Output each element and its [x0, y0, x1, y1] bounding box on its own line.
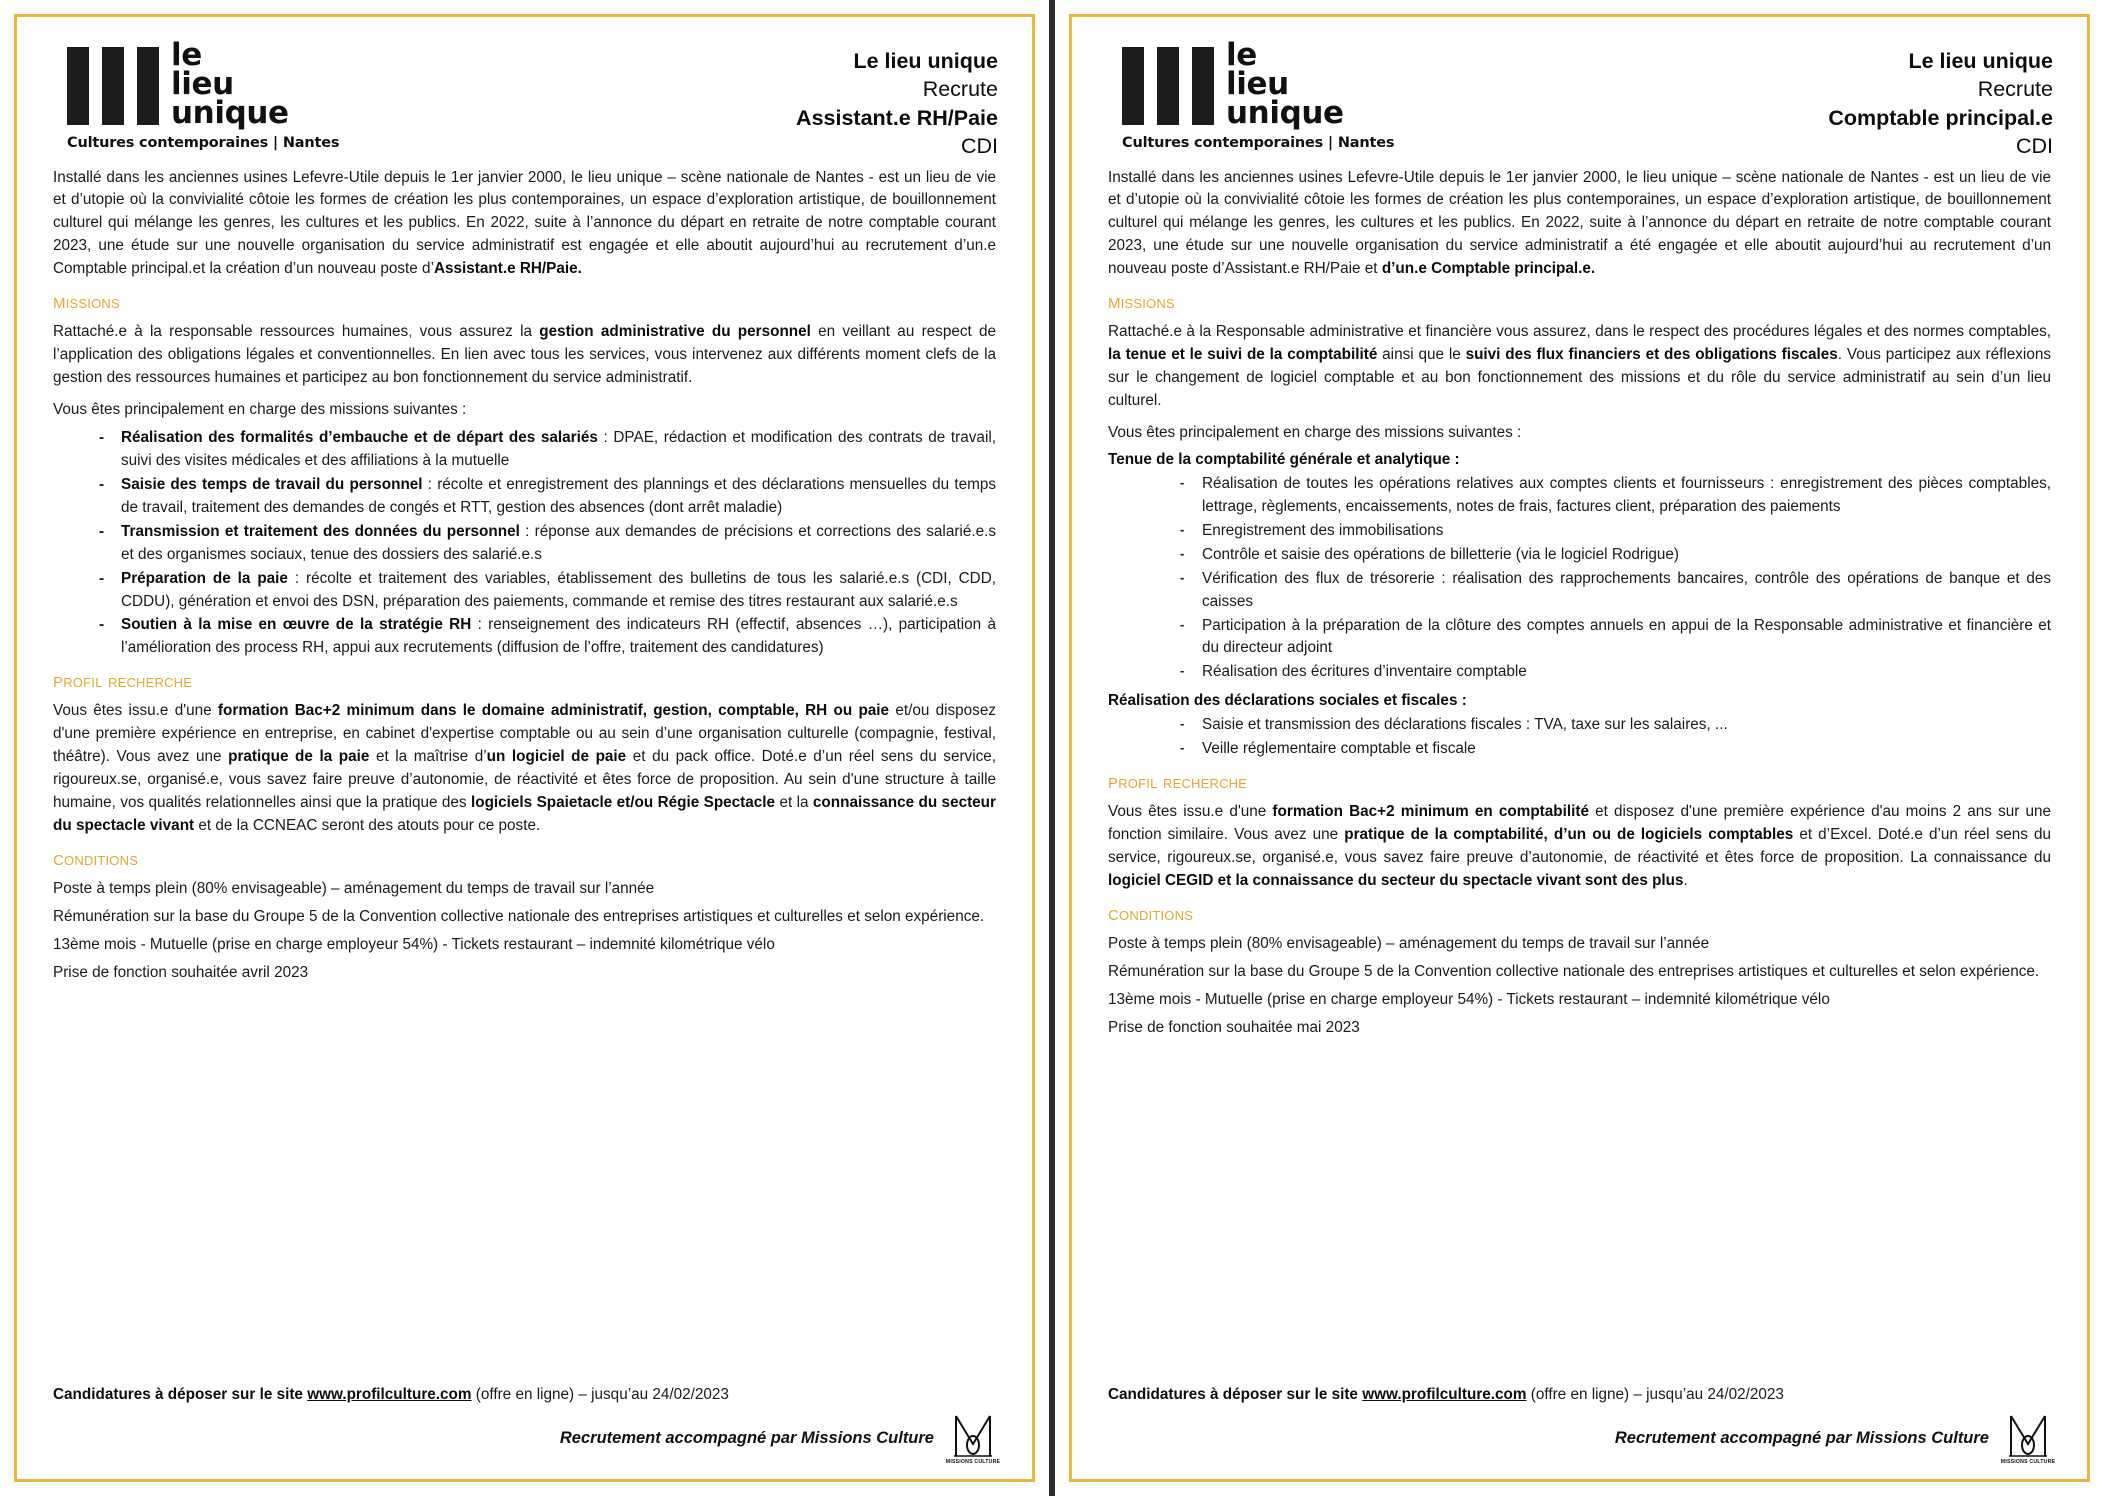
intro-paragraph [53, 167, 996, 282]
profil-d: et la maîtrise d’ [369, 748, 487, 766]
bullet-bold-label: Transmission et traitement des données du personnel [121, 522, 520, 540]
apply-prefix: Candidatures à déposer sur le site [53, 1386, 308, 1404]
header-position: Assistant.e RH/Paie [796, 105, 998, 130]
intro-bold-tail: Assistant.e RH/Paie. [433, 260, 582, 278]
missions-culture-logo [2000, 1411, 2056, 1465]
profil-paragraph [1108, 801, 2051, 893]
header-position: Comptable principal.e [1828, 105, 2053, 130]
list-item: - Participation à la préparation de la clôture des comptes annuels en appui de la Responsable administrative et financière et du directeur adjoint [1180, 615, 2051, 661]
missions-lead: Vous êtes principalement en charge des missions suivantes : [1108, 423, 1522, 441]
logo-word-line-2: lieu [1226, 65, 1289, 102]
signature-row [1108, 1411, 2056, 1465]
header-action: Recrute [922, 77, 998, 102]
missions-intro-paragraph [1108, 321, 2051, 413]
missions-intro-c: en veillant au respect de l’application des obligations légales et conventionnelles. En lien avec tous les services, vous intervenez aux différents moment clefs de la gestion des ressources humaines et participez au bon fonctionnement du service administratif. [53, 323, 997, 387]
profilculture-link[interactable]: www.profilculture.com [1362, 1386, 1527, 1404]
missions-lead: Vous êtes principalement en charge des missions suivantes : [53, 401, 467, 418]
logo-tagline: Cultures contemporaines | Nantes [1122, 135, 1395, 152]
missions-group-heading-1: Tenue de la comptabilité générale et analytique : [1108, 450, 1460, 468]
condition-line: Prise de fonction souhaitée avril 2023 [53, 963, 309, 981]
header-org-name: Le lieu unique [1908, 49, 2053, 73]
lieu-unique-logo [1122, 37, 1395, 152]
profil-bold-2: pratique de la comptabilité, d’un ou de logiciels comptables [1344, 826, 1794, 844]
missions-intro-bold: la tenue et le suivi de la comptabilité [1108, 346, 1378, 364]
missions-intro-paragraph [53, 321, 996, 390]
profil-bold-2: pratique de la paie [228, 748, 370, 766]
profilculture-link[interactable]: www.profilculture.com [307, 1386, 472, 1404]
list-item: - Saisie et transmission des déclarations fiscales : TVA, taxe sur les salaires, ... [1180, 714, 2051, 737]
missions-intro-c: . Vous participez aux réflexions sur le changement de logiciel comptable et au bon fonctionnement des missions et du rôle du service administratif au sein d’un lieu culturel. [1108, 346, 2051, 409]
logo-word-line-3: unique [1226, 94, 1344, 131]
header-title-block [1828, 41, 2053, 161]
intro-bold-tail: d’un.e Comptable principal.e. [1381, 260, 1596, 278]
header-contract-type: CDI [2015, 134, 2053, 159]
bullet-text: : DPAE, rédaction et modification des contrats de travail, suivi des visites médicales et des affiliations à la mutuelle [121, 428, 996, 469]
profil-g: et de la CCNEAC seront des atouts pour ce poste. [194, 817, 541, 834]
intro-text: Installé dans les anciennes usines Lefevre-Utile depuis le 1er janvier 2000, le lieu unique – scène nationale de Nantes - est un lieu de vie et d’utopie où la convivialité côtoie les formes de création les plus contemporaines, un espace d’exploration artistique, de bouillonnement culturel qui mélange les genres, les cultures et les publics. En 2022, suite à l’annonce du départ en retraite de notre comptable courant 2023, une étude sur une nouvelle organisation du service administratif a été engagée et elle aboutit aujourd’hui au recrutement d’un nouveau poste d’Assistant.e RH/Paie et [1108, 168, 2051, 278]
missions-culture-mark-icon [952, 1414, 994, 1458]
page-content [1102, 167, 2057, 1383]
condition-line: 13ème mois - Mutuelle (prise en charge employeur 54%) - Tickets restaurant – indemnité kilométrique vélo [1108, 990, 1830, 1008]
application-line [53, 1384, 996, 1407]
list-item: - Vérification des flux de trésorerie : réalisation des rapprochements bancaires, contrôle des opérations de banque et des caisses [1180, 568, 2051, 614]
missions-culture-caption: MISSIONS CULTURE [945, 1459, 1001, 1465]
missions-culture-caption: MISSIONS CULTURE [2000, 1459, 2056, 1465]
bullet-text: : réponse aux demandes de précisions et corrections des salarié.e.s et des organismes sociaux, tenue des dossiers des salarié.e.s [121, 522, 996, 563]
missions-intro-a: Rattaché.e à la Responsable administrative et financière vous assurez, dans le respect des procédures légales et des normes comptables, [1108, 323, 2051, 341]
bullet-bold-label: Réalisation des formalités d’embauche et de départ des salariés [121, 428, 598, 446]
profil-e: et du pack office. Doté.e d’un réel sens du service, rigoureux.se, organisé.e, vous savez faire preuve d’autonomie, de réactivité et êtes force de proposition. Au sein d'une structure à taille humaine, vos qualités relationnelles ainsi que la pratique des [53, 748, 997, 812]
condition-line: Rémunération sur la base du Groupe 5 de la Convention collective nationale des entreprises artistiques et culturelles et selon expérience. [53, 907, 985, 925]
profil-a: Vous êtes issu.e d'une [1108, 803, 1273, 821]
missions-intro-b: ainsi que le [1377, 346, 1466, 364]
logo-tagline: Cultures contemporaines | Nantes [67, 135, 340, 152]
section-heading-profil: profil recherche [53, 669, 193, 693]
profil-bold-5: connaissance du secteur du spectacle vivant [53, 794, 996, 834]
profil-c: et disposez d'une première expérience d'au moins 2 ans sur une fonction similaire. Vous avez une [1108, 803, 2051, 844]
logo-word-line-1: le [1226, 37, 1257, 73]
header-contract-type: CDI [960, 134, 998, 159]
profil-e: . [1683, 872, 1688, 889]
condition-line: 13ème mois - Mutuelle (prise en charge employeur 54%) - Tickets restaurant – indemnité kilométrique vélo [53, 935, 775, 953]
list-item: - Réalisation des écritures d’inventaire comptable [1180, 661, 2051, 684]
bullet-bold-label: Saisie des temps de travail du personnel [121, 475, 423, 493]
profil-bold-1: formation Bac+2 minimum en comptabilité [1272, 803, 1589, 821]
section-heading-conditions: conditions [1108, 901, 1194, 925]
job-posting-page-assistant-rh [14, 14, 1035, 1482]
profil-a: Vous êtes issu.e d'une [53, 702, 218, 720]
logo-row [1122, 37, 1394, 131]
intro-text: Installé dans les anciennes usines Lefevre-Utile depuis le 1er janvier 2000, le lieu unique – scène nationale de Nantes - est un lieu de vie et d’utopie où la convivialité côtoie les formes de création les plus contemporaines, un espace d’exploration artistique, de bouillonnement culturel qui mélange les genres, les cultures et les publics. En 2022, suite à l’annonce du départ en retraite de notre comptable courant 2023, une étude sur une nouvelle organisation du service administratif est engagée et elle aboutit aujourd’hui au recrutement d’un.e Comptable principal.et la création d’un nouveau poste d’ [53, 168, 996, 278]
profil-c: et/ou disposez d'une première expérience en entreprise, en cabinet d'expertise comptable ou au sein d’une organisation culturelle (compagnie, festival, théâtre). Vous avez une [53, 702, 996, 766]
section-heading-missions: missions [1108, 290, 1175, 314]
logo-wordmark [1226, 37, 1344, 131]
bullet-bold-label: Préparation de la paie [121, 569, 288, 587]
lieu-unique-logo [67, 37, 340, 152]
logo-wordmark [171, 37, 289, 131]
list-item [99, 614, 996, 660]
list-item [99, 568, 996, 614]
missions-intro-bold: gestion administrative du personnel [539, 323, 811, 341]
list-item: - Veille réglementaire comptable et fiscale [1180, 738, 2051, 761]
signature-row [53, 1411, 1001, 1465]
signature-text: Recrutement accompagné par Missions Culture [559, 1428, 934, 1447]
profil-paragraph [53, 700, 996, 838]
missions-group-heading-2: Réalisation des déclarations sociales et fiscales : [1108, 692, 1467, 710]
bullet-text: : récolte et traitement des variables, établissement des bulletins de tous les salarié.e.s (CDI, CDD, CDDU), génération et envoi des DSN, préparation des paiements, commande et remise des titres restaurant aux salarié.e.s [121, 569, 996, 610]
bullet-bold-label: Soutien à la mise en œuvre de la stratégie RH [121, 616, 472, 634]
condition-line: Rémunération sur la base du Groupe 5 de la Convention collective nationale des entreprises artistiques et culturelles et selon expérience. [1108, 962, 2040, 980]
profil-bold-3: logiciel CEGID et la connaissance du secteur du spectacle vivant sont des plus [1108, 872, 1684, 889]
profil-bold-4: logiciels Spaietacle et/ou Régie Spectacle [470, 794, 776, 812]
list-item [99, 427, 996, 473]
header-title-block [796, 41, 998, 161]
profil-bold-3: un logiciel de paie [486, 748, 627, 766]
page-right-wrapper [1052, 0, 2104, 1496]
list-item: - Enregistrement des immobilisations [1180, 520, 2051, 543]
list-item: - Réalisation de toutes les opérations relatives aux comptes clients et fournisseurs : enregistrement des pièces comptables, lettrage, règlements, encaissements, notes de frais, factures client, préparation des paiements [1180, 473, 2051, 519]
missions-group-2-list [1108, 714, 2051, 761]
page-content [47, 167, 1002, 1383]
section-heading-missions: missions [53, 290, 120, 314]
logo-word-line-3: unique [171, 94, 289, 131]
logo-word-line-1: le [171, 37, 202, 73]
bullet-text: : renseignement des indicateurs RH (effectif, absences …), participation à l’amélioration des process RH, appui aux recrutements (diffusion de l’offre, traitement des candidatures) [121, 616, 996, 657]
condition-line: Poste à temps plein (80% envisageable) – aménagement du temps de travail sur l’année [53, 879, 655, 897]
profil-bold-1: formation Bac+2 minimum dans le domaine administratif, gestion, comptable, RH ou paie [217, 702, 890, 720]
missions-intro-b: vous assurez la [412, 323, 540, 341]
three-bars-icon [67, 41, 159, 125]
page-header [47, 33, 1002, 167]
missions-group-1-list [1108, 473, 2051, 684]
list-item [99, 521, 996, 567]
section-heading-conditions: conditions [53, 846, 139, 870]
list-item [99, 474, 996, 520]
missions-intro-bold-2: suivi des flux financiers et des obligations fiscales [1465, 346, 1838, 364]
logo-word-line-2: lieu [171, 65, 234, 102]
three-bars-icon [1122, 41, 1214, 125]
logo-row [67, 37, 339, 131]
section-heading-profil: profil recherche [1108, 770, 1248, 794]
missions-culture-logo [945, 1411, 1001, 1465]
signature-text: Recrutement accompagné par Missions Culture [1614, 1428, 1989, 1447]
application-line [1108, 1384, 2051, 1407]
apply-suffix: (offre en ligne) – jusqu’au 24/02/2023 [1526, 1386, 1784, 1404]
profil-f: et la [775, 794, 813, 812]
header-action: Recrute [1977, 77, 2053, 102]
header-org-name: Le lieu unique [853, 49, 998, 73]
apply-prefix: Candidatures à déposer sur le site [1108, 1386, 1363, 1404]
job-posting-page-comptable [1069, 14, 2090, 1482]
condition-line: Poste à temps plein (80% envisageable) – aménagement du temps de travail sur l’année [1108, 934, 1710, 952]
bullet-text: : récolte et enregistrement des plannings et des déclarations mensuelles du temps de travail, traitement des demandes de congés et RTT, gestion des absences (dont arrêt maladie) [121, 475, 996, 516]
intro-paragraph [1108, 167, 2051, 282]
page-footer [47, 1382, 1002, 1469]
page-footer [1102, 1382, 2057, 1469]
profil-d: et d’Excel. Doté.e d’un réel sens du service, rigoureux.se, organisé.e, vous savez faire preuve d’autonomie, de réactivité et êtes force de proposition. La connaissance du [1108, 826, 2051, 867]
missions-intro-comma: , [408, 323, 413, 341]
missions-culture-mark-icon [2007, 1414, 2049, 1458]
missions-intro-a: Rattaché.e à la responsable ressources humaines [53, 323, 409, 341]
missions-bullet-list [53, 427, 996, 660]
apply-suffix: (offre en ligne) – jusqu’au 24/02/2023 [471, 1386, 729, 1404]
condition-line: Prise de fonction souhaitée mai 2023 [1108, 1018, 1360, 1036]
list-item: - Contrôle et saisie des opérations de billetterie (via le logiciel Rodrigue) [1180, 544, 2051, 567]
page-header [1102, 33, 2057, 167]
